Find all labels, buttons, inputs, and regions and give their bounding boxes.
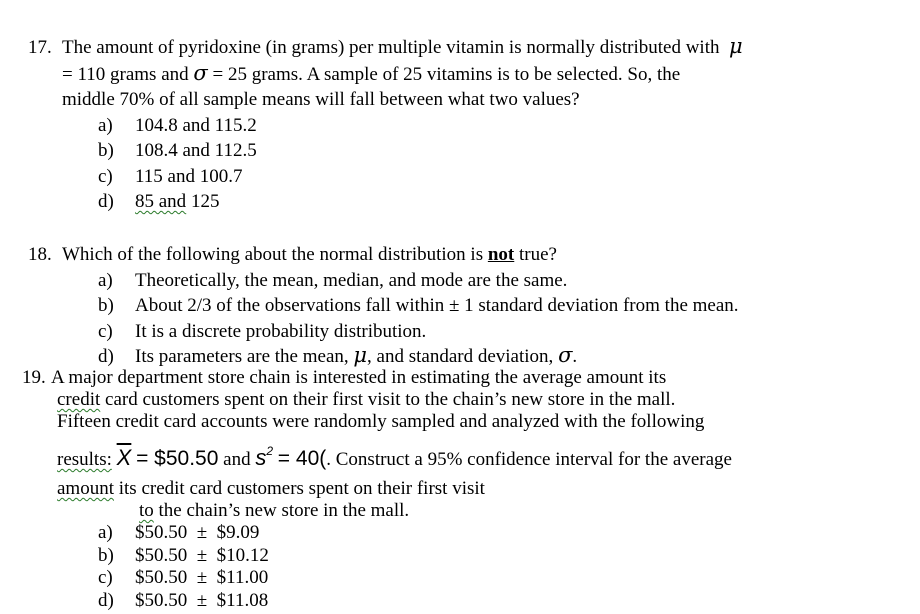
choice-letter: c) — [98, 567, 113, 588]
mu-symbol: μ — [729, 34, 743, 58]
choice-list — [0, 268, 900, 369]
choice-text: About 2/3 of the observations fall within ± 1 standard deviation from the mean. — [135, 295, 739, 316]
stem-text: = 25 grams. A sample of 25 vitamins is to be selected. So, the — [212, 63, 681, 85]
choice-letter: a) — [98, 114, 113, 136]
stem-text: the chain’s new store in the mall. — [158, 500, 410, 521]
question-number: 17. — [28, 37, 52, 58]
stem-text: and — [223, 449, 251, 470]
question-stem-line — [0, 433, 900, 478]
stem-text: = 110 grams and — [62, 63, 189, 85]
spellcheck-flagged-text: amount — [57, 478, 114, 499]
choice-letter: d) — [98, 346, 114, 367]
choice-letter: b) — [98, 295, 114, 316]
exponent: 2 — [266, 444, 274, 458]
question-stem-line — [0, 389, 900, 411]
spellcheck-flagged-text: credit — [57, 389, 101, 410]
question-number: 19. — [22, 367, 46, 388]
question-stem-line — [0, 34, 900, 61]
choice-letter: b) — [98, 544, 114, 566]
question-19 — [0, 367, 900, 612]
choice-text: 104.8 and 115.2 — [135, 114, 257, 136]
choice-list — [0, 522, 900, 612]
choice-letter: a) — [98, 522, 113, 543]
s-squared-symbol — [255, 445, 273, 470]
question-stem-line — [0, 367, 900, 389]
spellcheck-flagged-text: 85 and — [135, 191, 187, 212]
choice-letter: b) — [98, 140, 114, 161]
stem-text: card customers spent on their first visit to the chain’s new store in the mall. — [105, 389, 676, 410]
question-number: 18. — [28, 244, 52, 265]
choice-text: Its parameters are the mean, — [135, 346, 349, 367]
choice-d[interactable] — [0, 189, 900, 215]
stem-text: A major department store chain is interested in estimating the average amount its — [51, 367, 667, 388]
emphasis-text: not — [487, 244, 515, 265]
choice-a[interactable] — [0, 113, 900, 139]
choice-letter: d) — [98, 191, 114, 212]
choice-b[interactable] — [0, 138, 900, 164]
choice-letter: a) — [98, 269, 113, 291]
stem-text: Which of the following about the normal distribution is — [62, 244, 484, 265]
stem-text: its credit card customers spent on their first visit — [118, 478, 485, 499]
equation-text: = $50.50 — [136, 447, 219, 470]
choice-b[interactable] — [0, 545, 900, 568]
choice-text: . — [572, 346, 578, 367]
spellcheck-flagged-text: to — [139, 500, 154, 521]
stem-text: true? — [519, 244, 557, 265]
choice-text: 115 and 100.7 — [135, 165, 243, 187]
question-stem-line — [0, 478, 900, 500]
choice-list — [0, 113, 900, 215]
question-stem-line — [0, 500, 900, 522]
choice-c[interactable] — [0, 319, 900, 345]
choice-letter: c) — [98, 320, 113, 342]
choice-a[interactable] — [0, 522, 900, 545]
choice-a[interactable] — [0, 268, 900, 294]
stem-text: . Construct a 95% confidence interval for the average — [326, 449, 732, 470]
mu-symbol: μ — [353, 343, 368, 367]
question-stem-line — [0, 411, 900, 433]
choice-text: $50.50 ± $10.12 — [135, 544, 269, 566]
question-stem-line — [0, 87, 900, 113]
choice-text: It is a discrete probability distribution. — [135, 320, 427, 342]
choice-text: 108.4 and 112.5 — [135, 140, 257, 161]
x-bar-symbol: $\overline{X}$ — [116, 445, 132, 470]
choice-text: 125 — [190, 191, 220, 212]
choice-text: Theoretically, the mean, median, and mode are the same. — [135, 269, 568, 291]
s-symbol: s — [255, 445, 267, 470]
choice-text: $50.50 ± $9.09 — [135, 522, 260, 543]
question-17 — [0, 34, 900, 215]
stem-text: middle 70% of all sample means will fall between what two values? — [62, 89, 580, 110]
stem-text: The amount of pyridoxine (in grams) per multiple vitamin is normally distributed with — [62, 37, 720, 58]
choice-c[interactable] — [0, 567, 900, 590]
choice-text: $50.50 ± $11.08 — [135, 589, 269, 611]
choice-b[interactable] — [0, 293, 900, 319]
choice-c[interactable] — [0, 164, 900, 190]
question-stem-line — [0, 61, 900, 88]
choice-d[interactable] — [0, 590, 900, 613]
spellcheck-flagged-text: results: — [57, 449, 112, 470]
choice-letter: c) — [98, 165, 113, 187]
choice-letter: d) — [98, 589, 114, 611]
choice-text: , and standard deviation, — [367, 346, 554, 367]
question-18 — [0, 242, 900, 368]
stem-text: Fifteen credit card accounts were randomly sampled and analyzed with the following — [57, 411, 705, 432]
equation-text: = 40( — [277, 447, 327, 470]
sigma-symbol: σ — [558, 343, 573, 367]
question-stem-line — [0, 242, 900, 268]
sigma-symbol: σ — [193, 60, 208, 85]
choice-d[interactable] — [0, 344, 900, 368]
choice-text: $50.50 ± $11.00 — [135, 567, 269, 588]
